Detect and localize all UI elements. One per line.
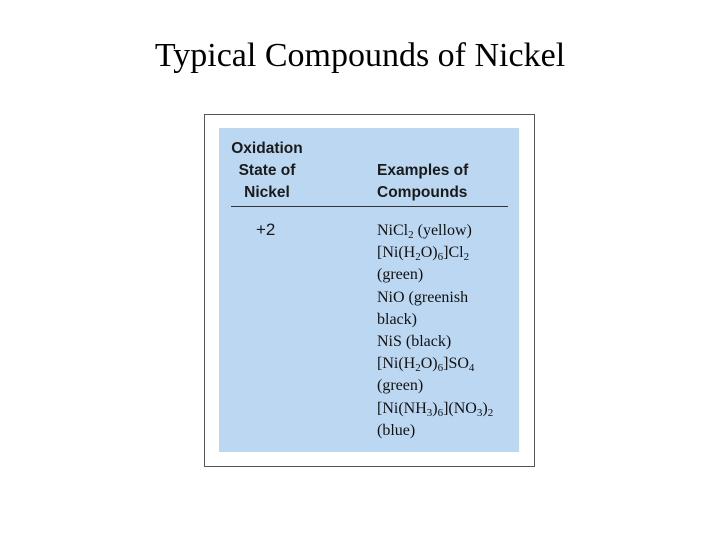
subscript: 2 [463, 251, 470, 264]
header-line: Examples of [377, 162, 469, 179]
subscript: 2 [487, 406, 494, 419]
subscript: 2 [415, 362, 421, 375]
header-line: Compounds [377, 184, 468, 201]
subscript: 3 [476, 406, 483, 419]
header-examples [377, 160, 517, 204]
compound-example-line: NiCl$_2$ (yellow) [377, 222, 472, 241]
slide-title: Typical Compounds of Nickel [154, 37, 566, 74]
header-line: Nickel [244, 184, 290, 201]
subscript: 6 [437, 362, 444, 375]
compound-example-line: (blue) [377, 421, 416, 439]
header-rule [231, 206, 508, 207]
compound-example-line: (green) [377, 266, 424, 284]
subscript: 6 [437, 406, 444, 419]
compound-example-line: $[Ni(H_2O)_6]Cl_2$ [377, 244, 470, 264]
compound-example-line: $[Ni(H_2O)_6]SO_4$ [377, 355, 475, 375]
compound-example-line: NiS (black) [377, 333, 452, 351]
header-line: Oxidation [231, 140, 303, 157]
subscript: 3 [426, 406, 433, 419]
compound-examples-list [377, 220, 493, 442]
subscript: 4 [468, 362, 475, 375]
header-oxidation-state [227, 138, 307, 204]
compound-example-line: NiO (greenish [377, 288, 469, 306]
header-line: State of [238, 162, 296, 179]
compound-example-line: $[Ni(NH_3)_6](NO_3)_2$ [377, 399, 494, 419]
subscript: 2 [415, 251, 421, 264]
compound-example-line: (green) [377, 377, 424, 395]
oxidation-state-value: +2 [256, 220, 276, 239]
subscript: 2 [408, 229, 414, 241]
compound-example-line: black) [377, 310, 417, 328]
subscript: 6 [437, 251, 444, 264]
